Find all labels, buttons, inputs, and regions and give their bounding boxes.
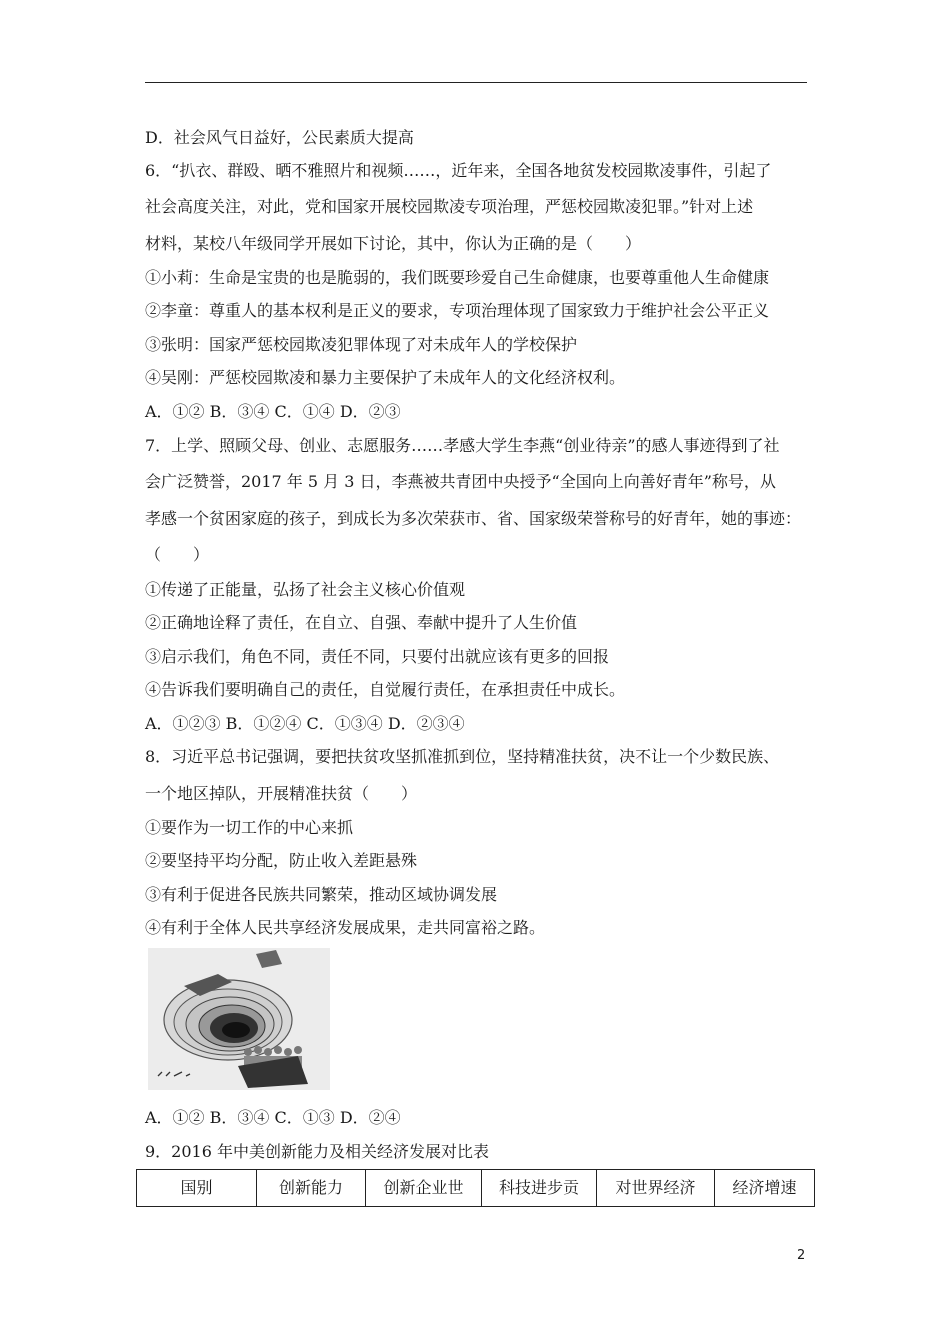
answer-line: A．①②③ B．①②④ C．①③④ D．②③④ xyxy=(145,714,465,733)
text-line: 会广泛赞誉，2017 年 5 月 3 日，李燕被共青团中央授予“全国向上向善好青年”称号，从 xyxy=(145,472,776,491)
option-line: ④有利于全体人民共享经济发展成果，走共同富裕之路。 xyxy=(145,918,546,937)
option-line: ④告诉我们要明确自己的责任，自觉履行责任，在承担责任中成长。 xyxy=(145,680,626,699)
page-number: 2 xyxy=(797,1248,806,1263)
table-header-cell: 经济增速 xyxy=(715,1170,815,1207)
text-line: 材料，某校八年级同学开展如下讨论，其中，你认为正确的是（ ） xyxy=(145,234,642,253)
answer-line: A．①② B．③④ C．①④ D．②③ xyxy=(145,402,401,421)
table-header-cell: 创新能力 xyxy=(257,1170,366,1207)
option-line: ④吴刚：严惩校园欺凌和暴力主要保护了未成年人的文化经济权利。 xyxy=(145,368,626,387)
option-line: ③张明：国家严惩校园欺凌犯罪体现了对未成年人的学校保护 xyxy=(145,335,578,354)
option-line: ①小莉：生命是宝贵的也是脆弱的，我们既要珍爱自己生命健康，也要尊重他人生命健康 xyxy=(145,268,770,287)
table-header-cell: 创新企业世 xyxy=(366,1170,482,1207)
text-line: 6．“扒衣、群殴、晒不雅照片和视频……，近年来，全国各地贫发校园欺凌事件，引起了 xyxy=(145,161,772,180)
text-line: 一个地区掉队，开展精准扶贫（ ） xyxy=(145,784,418,803)
option-line: ②正确地诠释了责任，在自立、自强、奉献中提升了人生价值 xyxy=(145,613,578,632)
option-line: ②李童：尊重人的基本权利是正义的要求，专项治理体现了国家致力于维护社会公平正义 xyxy=(145,301,770,320)
header-rule xyxy=(145,82,807,83)
question-title: 9．2016 年中美创新能力及相关经济发展对比表 xyxy=(145,1142,489,1161)
option-line: ①要作为一切工作的中心来抓 xyxy=(145,818,354,837)
text-line: （ ） xyxy=(145,545,210,564)
table-header-cell: 对世界经济 xyxy=(597,1170,715,1207)
answer-line: A．①② B．③④ C．①③ D．②④ xyxy=(145,1108,401,1127)
text-line: 社会高度关注，对此，党和国家开展校园欺凌专项治理，严惩校园欺凌犯罪。”针对上述 xyxy=(145,197,754,216)
table-header-cell: 国别 xyxy=(137,1170,257,1207)
table-header-row xyxy=(137,1170,815,1207)
option-line: ①传递了正能量，弘扬了社会主义核心价值观 xyxy=(145,580,466,599)
option-line: ②要坚持平均分配，防止收入差距悬殊 xyxy=(145,851,418,870)
text-line: D．社会风气日益好，公民素质大提高 xyxy=(145,128,414,147)
text-line: 8．习近平总书记强调，要把扶贫攻坚抓准抓到位，坚持精准扶贫，决不让一个少数民族、 xyxy=(145,747,780,766)
cartoon-image xyxy=(148,948,330,1090)
option-line: ③启示我们，角色不同，责任不同，只要付出就应该有更多的回报 xyxy=(145,647,610,666)
option-line: ③有利于促进各民族共同繁荣，推动区域协调发展 xyxy=(145,885,498,904)
text-line: 7．上学、照顾父母、创业、志愿服务……孝感大学生李燕“创业待亲”的感人事迹得到了社 xyxy=(145,436,780,455)
text-line: 孝感一个贫困家庭的孩子，到成长为多次荣获市、省、国家级荣誉称号的好青年，她的事迹： xyxy=(145,509,802,528)
table-header-cell: 科技进步贡 xyxy=(482,1170,597,1207)
comparison-table xyxy=(136,1169,815,1207)
